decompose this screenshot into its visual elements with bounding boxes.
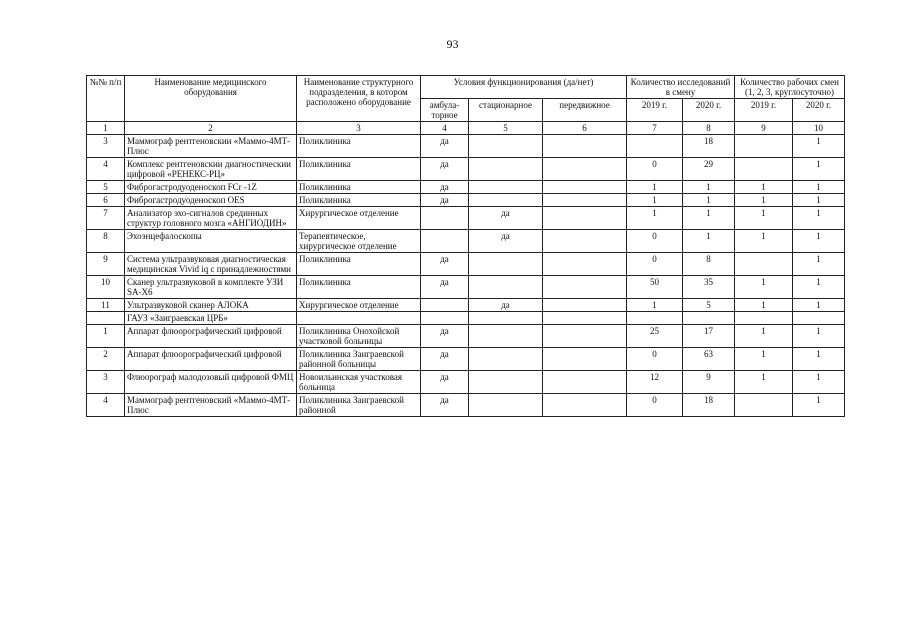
unit-name: Поликлиника Онохойской участковой больницы [297,325,421,348]
unit-name: Поликлиника [297,276,421,299]
cond-station [469,253,543,276]
unit-name: Хирургическое отделение [297,207,421,230]
column-number-row [87,122,845,135]
shifts-2019 [735,135,793,158]
table-row [87,299,845,312]
cond-station [469,394,543,417]
cond-station: да [469,299,543,312]
cond-mobile [543,394,627,417]
unit-name: Поликлиника [297,135,421,158]
header-cond-mobile: передвижное [543,99,627,122]
cond-station [469,194,543,207]
shifts-2020: 1 [793,325,845,348]
studies-2019: 1 [627,181,683,194]
cond-mobile [543,348,627,371]
cond-station [469,181,543,194]
shifts-2019: 1 [735,230,793,253]
shifts-2019: 1 [735,207,793,230]
cond-mobile [543,325,627,348]
shifts-2020: 1 [793,207,845,230]
header-unit: Наименование структурного подразделения, в котором расположено оборудование [297,76,421,122]
cond-station [469,158,543,181]
unit-name: Поликлиника [297,253,421,276]
studies-2019: 1 [627,299,683,312]
page-number: 93 [446,37,459,51]
shifts-2019: 1 [735,348,793,371]
header-studies: Количество исследований в смену [627,76,735,99]
row-number: 11 [87,299,125,312]
cond-ambul: да [421,135,469,158]
equipment-table [86,75,845,417]
cond-ambul: да [421,253,469,276]
table-row [87,135,845,158]
shifts-2020: 1 [793,181,845,194]
studies-2019: 0 [627,348,683,371]
column-number: 2 [125,122,297,135]
column-number: 9 [735,122,793,135]
studies-2019: 25 [627,325,683,348]
table-row [87,276,845,299]
equipment-name: Анализатор эхо-сигналов срединных структур головного мозга «АНГИОДИН» [125,207,297,230]
cond-ambul: да [421,276,469,299]
cond-mobile [543,230,627,253]
cond-ambul: да [421,158,469,181]
cond-mobile [543,276,627,299]
table-header [87,76,845,122]
header-num: №№ п/п [87,76,125,122]
row-number: 6 [87,194,125,207]
row-number: 2 [87,348,125,371]
shifts-2019 [735,158,793,181]
shifts-2020: 1 [793,348,845,371]
equipment-name: Система ультразвуковая диагностическая медицинская Vivid iq с принадлежностями [125,253,297,276]
table-row [87,253,845,276]
column-number: 5 [469,122,543,135]
studies-2020: 18 [683,394,735,417]
studies-2020: 9 [683,371,735,394]
shifts-2020: 1 [793,253,845,276]
shifts-2019: 1 [735,371,793,394]
header-studies-2019: 2019 г. [627,99,683,122]
studies-2020: 35 [683,276,735,299]
unit-name: Терапевтическое, хирургическое отделение [297,230,421,253]
table-row [87,181,845,194]
studies-2019 [627,135,683,158]
cond-ambul [421,299,469,312]
header-shifts: Количество рабочих смен (1, 2, 3, круглосуточно) [735,76,845,99]
table-row [87,230,845,253]
header-equipment: Наименование медицинского оборудования [125,76,297,122]
shifts-2019: 1 [735,194,793,207]
studies-2019: 0 [627,230,683,253]
row-number: 3 [87,371,125,394]
cond-mobile [543,158,627,181]
shifts-2019 [735,253,793,276]
section-empty-cell [297,312,421,325]
section-empty-cell [735,312,793,325]
section-empty-cell [421,312,469,325]
row-number: 1 [87,325,125,348]
studies-2019: 50 [627,276,683,299]
cond-station [469,348,543,371]
row-number: 8 [87,230,125,253]
header-shifts-2020: 2020 г. [793,99,845,122]
cond-station [469,325,543,348]
shifts-2019: 1 [735,276,793,299]
cond-mobile [543,253,627,276]
table-row [87,394,845,417]
studies-2019: 1 [627,194,683,207]
column-number: 10 [793,122,845,135]
unit-name: Поликлиника Заиграевской районной больницы [297,348,421,371]
cond-ambul [421,230,469,253]
column-number: 8 [683,122,735,135]
shifts-2020: 1 [793,158,845,181]
column-number: 1 [87,122,125,135]
table-body [87,122,845,417]
cond-ambul [421,207,469,230]
header-cond-ambul: амбула-торное [421,99,469,122]
cond-station: да [469,230,543,253]
unit-name: Поликлиника [297,158,421,181]
studies-2020: 29 [683,158,735,181]
cond-ambul: да [421,371,469,394]
cond-mobile [543,207,627,230]
equipment-name: Маммограф рентгеновскии «Маммо-4МТ-Плюс [125,135,297,158]
studies-2020: 18 [683,135,735,158]
shifts-2020: 1 [793,394,845,417]
shifts-2019: 1 [735,299,793,312]
studies-2019: 12 [627,371,683,394]
section-empty-cell [793,312,845,325]
column-number: 4 [421,122,469,135]
equipment-name: Фиброгастродуоденоскоп FCr -1Z [125,181,297,194]
row-number: 7 [87,207,125,230]
shifts-2020: 1 [793,371,845,394]
equipment-name: Аппарат флюорографический цифровой [125,325,297,348]
row-number: 5 [87,181,125,194]
table-row [87,371,845,394]
section-empty-cell [543,312,627,325]
unit-name: Хирургическое отделение [297,299,421,312]
column-number: 6 [543,122,627,135]
cond-station [469,135,543,158]
table-row [87,207,845,230]
cond-ambul: да [421,394,469,417]
cond-mobile [543,181,627,194]
shifts-2020: 1 [793,194,845,207]
studies-2019: 0 [627,158,683,181]
equipment-name: Сканер ультразвуковой в комплекте УЗИ SA-X6 [125,276,297,299]
table-row [87,325,845,348]
studies-2019: 0 [627,394,683,417]
row-number: 4 [87,158,125,181]
studies-2020: 1 [683,207,735,230]
shifts-2020: 1 [793,276,845,299]
unit-name: Поликлиника [297,181,421,194]
table-row [87,194,845,207]
cond-station [469,276,543,299]
cond-ambul: да [421,194,469,207]
unit-name: Новоильинская участковая больница [297,371,421,394]
column-number: 3 [297,122,421,135]
shifts-2020: 1 [793,230,845,253]
equipment-name: Комплекс рентгеновскии диагностическии цифровой «РЕНЕКС-РЦ» [125,158,297,181]
equipment-name: Маммограф рентгеновский «Маммо-4МТ-Плюс [125,394,297,417]
equipment-name: Эхоэнцефалоскопы [125,230,297,253]
row-number: 3 [87,135,125,158]
cond-mobile [543,371,627,394]
shifts-2020: 1 [793,299,845,312]
equipment-name: Флюорограф малодозовый цифровой ФМЦ [125,371,297,394]
cond-ambul: да [421,181,469,194]
header-studies-2020: 2020 г. [683,99,735,122]
header-shifts-2019: 2019 г. [735,99,793,122]
row-number: 4 [87,394,125,417]
shifts-2020: 1 [793,135,845,158]
section-empty-cell [683,312,735,325]
section-empty-cell [627,312,683,325]
shifts-2019: 1 [735,181,793,194]
studies-2020: 63 [683,348,735,371]
equipment-name: Фиброгастродуоденоскоп OES [125,194,297,207]
studies-2019: 1 [627,207,683,230]
row-number: 9 [87,253,125,276]
table-row [87,348,845,371]
studies-2020: 17 [683,325,735,348]
studies-2020: 8 [683,253,735,276]
header-conditions: Условия функционирования (да/нет) [421,76,627,99]
header-cond-station: стационарное [469,99,543,122]
studies-2020: 1 [683,230,735,253]
shifts-2019: 1 [735,325,793,348]
cond-station [469,371,543,394]
shifts-2019 [735,394,793,417]
section-row [87,312,845,325]
section-title: ГАУЗ «Заиграевская ЦРБ» [125,312,297,325]
studies-2020: 1 [683,181,735,194]
table-row [87,158,845,181]
cond-ambul: да [421,325,469,348]
equipment-name: Аппарат флюорографический цифровой [125,348,297,371]
unit-name: Поликлиника [297,194,421,207]
studies-2019: 0 [627,253,683,276]
cond-mobile [543,299,627,312]
studies-2020: 1 [683,194,735,207]
section-empty-cell [469,312,543,325]
equipment-name: Ультразвуковой сканер АЛОКА [125,299,297,312]
cond-mobile [543,194,627,207]
row-number: 10 [87,276,125,299]
cond-station: да [469,207,543,230]
unit-name: Поликлиника Заиграевской районной [297,394,421,417]
cond-ambul: да [421,348,469,371]
column-number: 7 [627,122,683,135]
section-empty-cell [87,312,125,325]
cond-mobile [543,135,627,158]
studies-2020: 5 [683,299,735,312]
